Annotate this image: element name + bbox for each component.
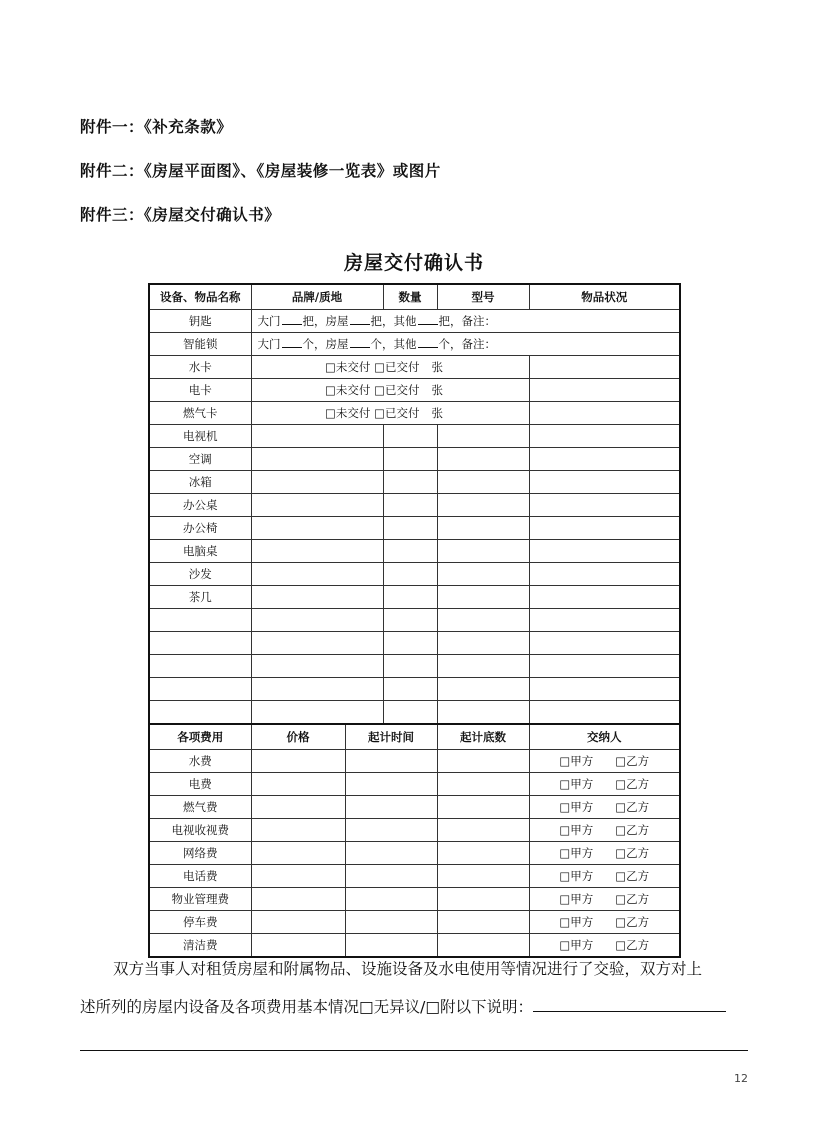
text: 张 — [431, 383, 443, 397]
fees-header-row — [149, 724, 680, 750]
price-cell[interactable] — [251, 842, 345, 865]
item-name — [149, 678, 251, 701]
fee-row — [149, 819, 680, 842]
fee-row — [149, 773, 680, 796]
start-reading-cell[interactable] — [437, 796, 529, 819]
statement-line-1: 双方当事人对租赁房屋和附属物品、设施设备及水电使用等情况进行了交验，双方对上 — [113, 960, 703, 978]
card-status-cell — [251, 356, 529, 379]
condition-cell[interactable] — [529, 632, 680, 655]
statement-paragraph — [80, 950, 750, 1026]
fee-name: 电费 — [149, 773, 251, 796]
items-header-row — [149, 284, 680, 310]
start-time-cell[interactable] — [345, 888, 437, 911]
start-time-cell[interactable] — [345, 819, 437, 842]
condition-cell[interactable] — [529, 563, 680, 586]
attachment-2: 附件二：《房屋平面图》、《房屋装修一览表》或图片 — [80, 162, 441, 180]
brand-cell[interactable] — [251, 425, 383, 448]
header-item-name: 设备、物品名称 — [149, 284, 251, 310]
quantity-cell[interactable] — [383, 517, 437, 540]
quantity-cell[interactable] — [383, 609, 437, 632]
header-fee-item: 各项费用 — [149, 724, 251, 750]
text: □未交付 — [325, 406, 371, 420]
fee-name: 停车费 — [149, 911, 251, 934]
payer-option-a[interactable]: □甲方 — [559, 823, 594, 837]
payer-option-a[interactable]: □甲方 — [559, 754, 594, 768]
header-price: 价格 — [251, 724, 345, 750]
condition-cell[interactable] — [529, 379, 680, 402]
fee-name: 清洁费 — [149, 934, 251, 958]
brand-cell[interactable] — [251, 586, 383, 609]
item-name: 沙发 — [149, 563, 251, 586]
payer-cell — [529, 819, 680, 842]
delivery-confirmation-table — [148, 283, 681, 958]
payer-cell — [529, 796, 680, 819]
payer-option-a[interactable]: □甲方 — [559, 869, 594, 883]
item-row — [149, 586, 680, 609]
text: 把，房屋 — [302, 314, 349, 328]
start-time-cell[interactable] — [345, 865, 437, 888]
brand-cell[interactable] — [251, 655, 383, 678]
condition-cell[interactable] — [529, 609, 680, 632]
card-status-cell — [251, 379, 529, 402]
text: 大门 — [257, 314, 281, 328]
brand-cell[interactable] — [251, 701, 383, 725]
condition-cell[interactable] — [529, 540, 680, 563]
text: 大门 — [257, 337, 281, 351]
payer-cell — [529, 842, 680, 865]
brand-cell[interactable] — [251, 494, 383, 517]
payer-cell — [529, 865, 680, 888]
price-cell[interactable] — [251, 865, 345, 888]
model-cell[interactable] — [437, 471, 529, 494]
model-cell[interactable] — [437, 425, 529, 448]
header-condition: 物品状况 — [529, 284, 680, 310]
item-row — [149, 425, 680, 448]
fill-blank[interactable] — [418, 338, 438, 348]
model-cell[interactable] — [437, 586, 529, 609]
item-row — [149, 632, 680, 655]
item-name: 钥匙 — [149, 310, 251, 333]
item-name: 智能锁 — [149, 333, 251, 356]
item-row — [149, 540, 680, 563]
model-cell[interactable] — [437, 655, 529, 678]
payer-option-b[interactable]: □乙方 — [615, 892, 650, 906]
item-row — [149, 678, 680, 701]
text: □已交付 — [374, 406, 420, 420]
payer-cell — [529, 911, 680, 934]
brand-cell[interactable] — [251, 632, 383, 655]
model-cell[interactable] — [437, 609, 529, 632]
payer-option-b[interactable]: □乙方 — [615, 938, 650, 952]
explanation-blank[interactable] — [533, 993, 726, 1012]
quantity-cell[interactable] — [383, 471, 437, 494]
price-cell[interactable] — [251, 750, 345, 773]
item-row — [149, 517, 680, 540]
condition-cell[interactable] — [529, 517, 680, 540]
item-row — [149, 563, 680, 586]
quantity-cell[interactable] — [383, 494, 437, 517]
item-name: 冰箱 — [149, 471, 251, 494]
start-reading-cell[interactable] — [437, 865, 529, 888]
payer-option-b[interactable]: □乙方 — [615, 800, 650, 814]
model-cell[interactable] — [437, 701, 529, 725]
quantity-cell[interactable] — [383, 563, 437, 586]
text: 个，备注： — [438, 337, 496, 351]
condition-cell[interactable] — [529, 586, 680, 609]
item-name: 空调 — [149, 448, 251, 471]
model-cell[interactable] — [437, 563, 529, 586]
start-time-cell[interactable] — [345, 773, 437, 796]
quantity-cell[interactable] — [383, 655, 437, 678]
start-reading-cell[interactable] — [437, 750, 529, 773]
model-cell[interactable] — [437, 540, 529, 563]
payer-option-a[interactable]: □甲方 — [559, 777, 594, 791]
model-cell[interactable] — [437, 494, 529, 517]
quantity-cell[interactable] — [383, 632, 437, 655]
text: 把，备注： — [438, 314, 496, 328]
item-name — [149, 609, 251, 632]
fee-name: 电话费 — [149, 865, 251, 888]
fee-row — [149, 865, 680, 888]
fill-blank[interactable] — [350, 338, 370, 348]
fill-blank[interactable] — [418, 315, 438, 325]
payer-option-b[interactable]: □乙方 — [615, 754, 650, 768]
quantity-cell[interactable] — [383, 448, 437, 471]
item-row — [149, 471, 680, 494]
payer-cell — [529, 773, 680, 796]
card-row — [149, 379, 680, 402]
payer-option-a[interactable]: □甲方 — [559, 915, 594, 929]
card-row — [149, 356, 680, 379]
attachment-list — [80, 116, 441, 248]
text: 张 — [431, 360, 443, 374]
item-name: 水卡 — [149, 356, 251, 379]
statement-text: 述所列的房屋内设备及各项费用基本情况□无异议/□附以下说明： — [80, 998, 534, 1016]
text: □已交付 — [374, 360, 420, 374]
fee-name: 电视收视费 — [149, 819, 251, 842]
brand-cell[interactable] — [251, 678, 383, 701]
condition-cell[interactable] — [529, 701, 680, 725]
page-number: 12 — [734, 1072, 748, 1085]
payer-option-b[interactable]: □乙方 — [615, 846, 650, 860]
price-cell[interactable] — [251, 796, 345, 819]
item-name: 电卡 — [149, 379, 251, 402]
fee-row — [149, 796, 680, 819]
statement-line-2 — [80, 988, 750, 1026]
fee-row — [149, 750, 680, 773]
payer-option-a[interactable]: □甲方 — [559, 892, 594, 906]
start-time-cell[interactable] — [345, 911, 437, 934]
price-cell[interactable] — [251, 819, 345, 842]
fee-row — [149, 842, 680, 865]
condition-cell[interactable] — [529, 402, 680, 425]
attachment-3: 附件三：《房屋交付确认书》 — [80, 206, 281, 224]
condition-cell[interactable] — [529, 678, 680, 701]
start-reading-cell[interactable] — [437, 773, 529, 796]
quantity-cell[interactable] — [383, 586, 437, 609]
payer-cell — [529, 888, 680, 911]
text: 把，其他 — [370, 314, 417, 328]
item-row — [149, 448, 680, 471]
condition-cell[interactable] — [529, 655, 680, 678]
text: 张 — [431, 406, 443, 420]
header-brand: 品牌/质地 — [251, 284, 383, 310]
model-cell[interactable] — [437, 678, 529, 701]
brand-cell[interactable] — [251, 517, 383, 540]
start-reading-cell[interactable] — [437, 911, 529, 934]
text: 个，房屋 — [302, 337, 349, 351]
fee-name: 物业管理费 — [149, 888, 251, 911]
model-cell[interactable] — [437, 517, 529, 540]
payer-option-b[interactable]: □乙方 — [615, 869, 650, 883]
header-model: 型号 — [437, 284, 529, 310]
card-row — [149, 402, 680, 425]
item-row — [149, 609, 680, 632]
item-row — [149, 655, 680, 678]
price-cell[interactable] — [251, 911, 345, 934]
payer-option-b[interactable]: □乙方 — [615, 823, 650, 837]
detail-cell — [251, 310, 680, 333]
start-reading-cell[interactable] — [437, 819, 529, 842]
brand-cell[interactable] — [251, 563, 383, 586]
model-cell[interactable] — [437, 448, 529, 471]
item-name — [149, 655, 251, 678]
start-reading-cell[interactable] — [437, 888, 529, 911]
price-cell[interactable] — [251, 773, 345, 796]
payer-option-b[interactable]: □乙方 — [615, 915, 650, 929]
payer-option-a[interactable]: □甲方 — [559, 846, 594, 860]
document-title: 房屋交付确认书 — [343, 252, 484, 274]
quantity-cell[interactable] — [383, 678, 437, 701]
condition-cell[interactable] — [529, 356, 680, 379]
start-time-cell[interactable] — [345, 842, 437, 865]
start-time-cell[interactable] — [345, 750, 437, 773]
fee-row — [149, 911, 680, 934]
quantity-cell[interactable] — [383, 701, 437, 725]
start-reading-cell[interactable] — [437, 842, 529, 865]
item-name: 茶几 — [149, 586, 251, 609]
header-quantity: 数量 — [383, 284, 437, 310]
start-time-cell[interactable] — [345, 796, 437, 819]
fee-row — [149, 888, 680, 911]
condition-cell[interactable] — [529, 425, 680, 448]
condition-cell[interactable] — [529, 471, 680, 494]
quantity-cell[interactable] — [383, 540, 437, 563]
text: □已交付 — [374, 383, 420, 397]
item-name: 电视机 — [149, 425, 251, 448]
item-name: 办公桌 — [149, 494, 251, 517]
item-row — [149, 494, 680, 517]
condition-cell[interactable] — [529, 448, 680, 471]
payer-option-a[interactable]: □甲方 — [559, 938, 594, 952]
fill-blank[interactable] — [282, 315, 302, 325]
model-cell[interactable] — [437, 632, 529, 655]
brand-cell[interactable] — [251, 609, 383, 632]
brand-cell[interactable] — [251, 471, 383, 494]
payer-cell — [529, 750, 680, 773]
header-start-time: 起计时间 — [345, 724, 437, 750]
table-body — [149, 284, 680, 957]
card-status-cell — [251, 402, 529, 425]
item-row — [149, 701, 680, 725]
item-name: 燃气卡 — [149, 402, 251, 425]
header-start-reading: 起计底数 — [437, 724, 529, 750]
quantity-cell[interactable] — [383, 425, 437, 448]
condition-cell[interactable] — [529, 494, 680, 517]
text: □未交付 — [325, 360, 371, 374]
item-name — [149, 632, 251, 655]
fee-name: 燃气费 — [149, 796, 251, 819]
price-cell[interactable] — [251, 888, 345, 911]
item-name: 电脑桌 — [149, 540, 251, 563]
smart-lock-row — [149, 333, 680, 356]
text: 个，其他 — [370, 337, 417, 351]
item-name: 办公椅 — [149, 517, 251, 540]
attachment-1: 附件一：《补充条款》 — [80, 118, 233, 136]
brand-cell[interactable] — [251, 448, 383, 471]
payer-option-b[interactable]: □乙方 — [615, 777, 650, 791]
fee-name: 水费 — [149, 750, 251, 773]
fill-blank[interactable] — [350, 315, 370, 325]
fill-blank[interactable] — [282, 338, 302, 348]
payer-option-a[interactable]: □甲方 — [559, 800, 594, 814]
header-payer: 交纳人 — [529, 724, 680, 750]
brand-cell[interactable] — [251, 540, 383, 563]
detail-cell — [251, 333, 680, 356]
fee-name: 网络费 — [149, 842, 251, 865]
item-name — [149, 701, 251, 725]
keys-row — [149, 310, 680, 333]
explanation-line[interactable] — [80, 1050, 748, 1051]
text: □未交付 — [325, 383, 371, 397]
